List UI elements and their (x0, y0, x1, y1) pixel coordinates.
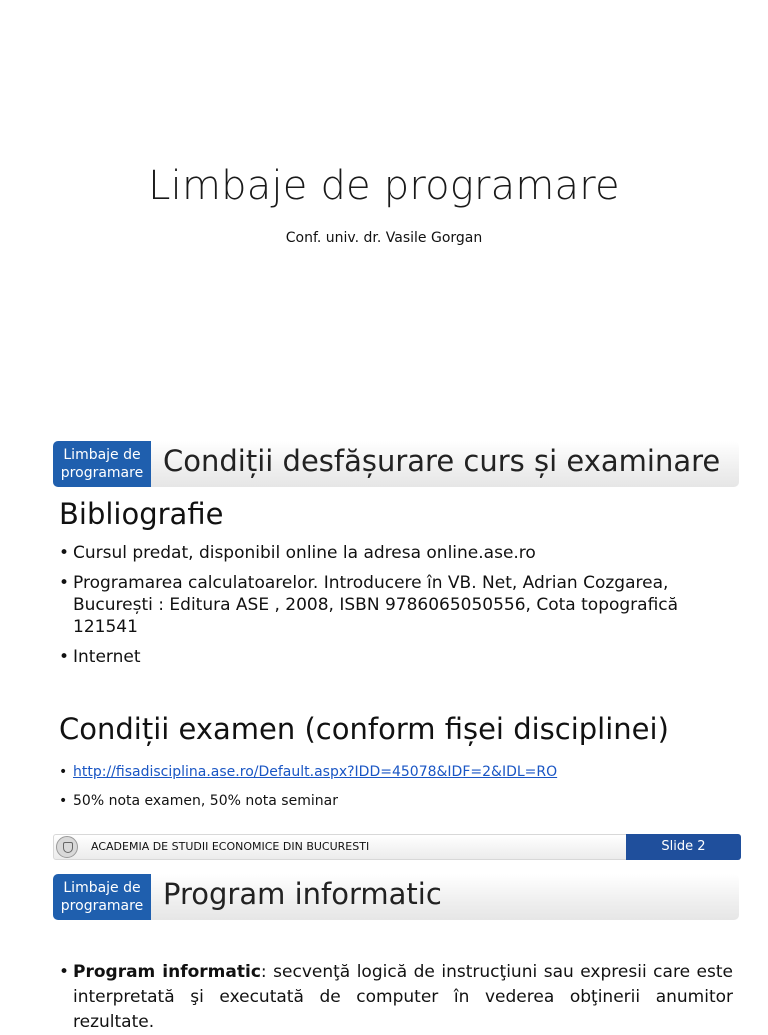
list-item: • Cursul predat, disponibil online la adresa online.ase.ro (59, 543, 536, 563)
list-item-text: 50% nota examen, 50% nota seminar (73, 793, 338, 809)
list-item-text: Cursul predat, disponibil online la adresa online.ase.ro (73, 543, 536, 563)
list-item: • Internet (59, 647, 141, 667)
title-slide (0, 0, 768, 430)
slide-footer (53, 834, 741, 860)
course-tag-line2: programare (60, 898, 144, 914)
course-tag (53, 441, 151, 487)
presentation-author: Conf. univ. dr. Vasile Gorgan (285, 230, 483, 246)
ase-logo-icon (56, 836, 78, 858)
list-item-text: Programarea calculatoarelor. Introducere în VB. Net, Adrian Cozgarea, București : Editura ASE , 2008, ISBN 9786065050556, Cota topografică 121541 (73, 573, 679, 637)
list-item: • Programarea calculatoarelor. Introducere în VB. Net, Adrian Cozgarea, București : Editura ASE , 2008, ISBN 9786065050556, Cota topografică 121541 (59, 573, 679, 637)
presentation-title: Limbaje de programare (148, 163, 620, 209)
exam-list (59, 762, 719, 820)
definition-term: Program informatic (73, 962, 261, 982)
course-tag-line1: Limbaje de (63, 447, 141, 463)
list-item: • 50% nota examen, 50% nota seminar (59, 793, 338, 809)
slide-conditions (0, 430, 768, 864)
definition-text: : secvenţă logică de instrucţiuni sau expresii care este interpretată şi executată de computer în vederea obţinerii anumitor rezultate. (73, 962, 733, 1032)
course-tag (53, 874, 151, 920)
section-heading-bibliography: Bibliografie (59, 497, 224, 531)
section-heading-exam: Condiții examen (conform fișei disciplinei) (59, 712, 669, 746)
slide-header (53, 874, 739, 920)
slide-title: Condiții desfășurare curs și examinare (163, 444, 721, 478)
course-tag-line2: programare (60, 465, 144, 481)
slide-header (53, 441, 739, 487)
list-item: • http://fisadisciplina.ase.ro/Default.aspx?IDD=45078&IDF=2&IDL=RO (59, 764, 558, 780)
slide-title: Program informatic (163, 877, 442, 911)
definition-paragraph: • Program informatic: secvenţă logică de instrucţiuni sau expresii care este interpretată şi executată de computer în vederea obţinerii anumitor rezultate. (59, 962, 733, 1032)
syllabus-link[interactable]: http://fisadisciplina.ase.ro/Default.aspx?IDD=45078&IDF=2&IDL=RO (73, 764, 558, 780)
slide-program-informatic (0, 864, 768, 1032)
slide-number: Slide 2 (626, 834, 741, 860)
list-item-text: Internet (73, 647, 141, 667)
footer-institution: ACADEMIA DE STUDII ECONOMICE DIN BUCURESTI (91, 840, 370, 853)
course-tag-line1: Limbaje de (63, 880, 141, 896)
bibliography-list (59, 542, 719, 676)
